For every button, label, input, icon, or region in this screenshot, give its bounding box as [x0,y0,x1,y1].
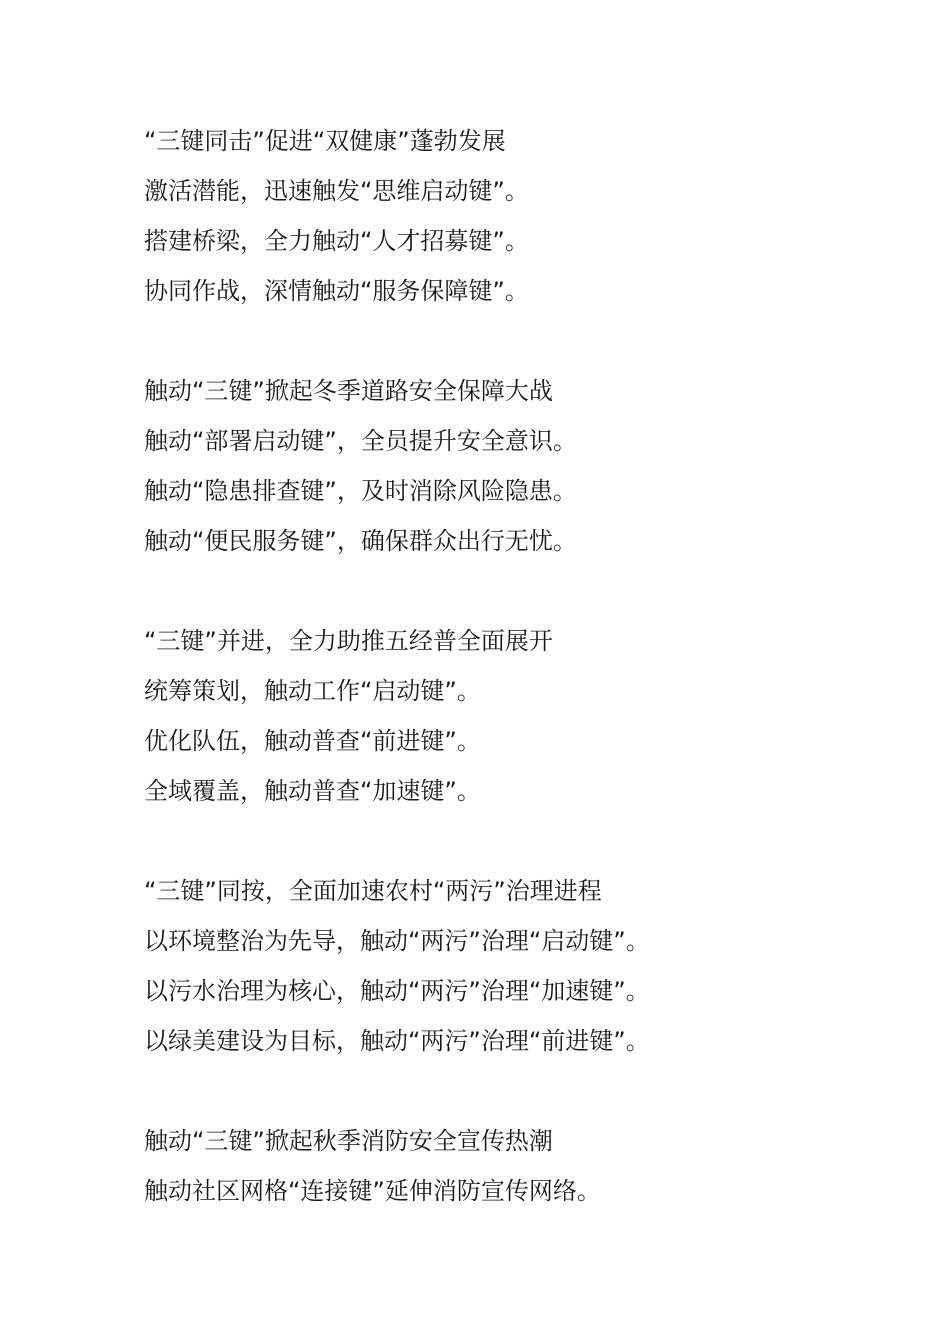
body-line: 触动“便民服务键”，确保群众出行无忧。 [144,527,577,555]
section-heading: 触动“三键”掀起冬季道路安全保障大战 [144,377,553,405]
body-line: 全域覆盖，触动普查“加速键”。 [144,777,481,805]
body-line: 协同作战，深情触动“服务保障键”。 [144,277,529,305]
document-body [144,116,864,1266]
section-heading: “三键同击”促进“双健康”蓬勃发展 [144,127,506,155]
body-line: 触动“隐患排查键”，及时消除风险隐患。 [144,477,577,505]
body-line: 以绿美建设为目标，触动“两污”治理“前进键”。 [144,1027,650,1055]
section-heading: “三键”并进，全力助推五经普全面展开 [144,627,553,655]
body-line: 激活潜能，迅速触发“思维启动键”。 [144,177,529,205]
body-line: 以环境整治为先导，触动“两污”治理“启动键”。 [144,927,650,955]
body-line: 优化队伍，触动普查“前进键”。 [144,727,481,755]
section-heading: “三键”同按，全面加速农村“两污”治理进程 [144,877,602,905]
body-line: 统筹策划，触动工作“启动键”。 [144,677,481,705]
body-line: 触动“部署启动键”，全员提升安全意识。 [144,427,577,455]
section-1 [144,116,864,316]
section-4 [144,866,864,1066]
section-heading: 触动“三键”掀起秋季消防安全宣传热潮 [144,1127,553,1155]
body-line: 触动社区网格“连接键”延伸消防宣传网络。 [144,1177,601,1205]
body-line: 以污水治理为核心，触动“两污”治理“加速键”。 [144,977,650,1005]
section-2 [144,366,864,566]
body-line: 搭建桥梁，全力触动“人才招募键”。 [144,227,529,255]
section-3 [144,616,864,816]
section-5 [144,1116,864,1216]
